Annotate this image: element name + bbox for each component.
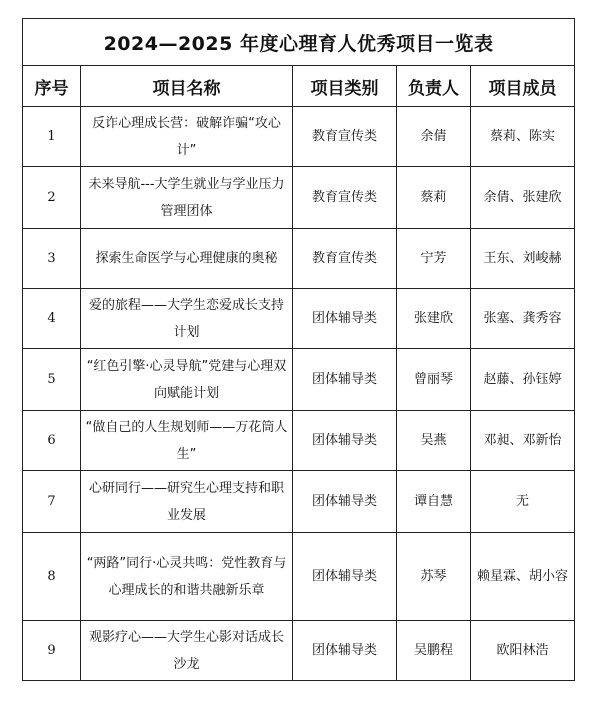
table-row bbox=[23, 349, 575, 411]
row-leader: 谭自慧 bbox=[397, 471, 471, 533]
row-category: 团体辅导类 bbox=[293, 471, 397, 533]
header-row bbox=[23, 66, 575, 107]
row-no: 2 bbox=[23, 167, 81, 229]
table-row bbox=[23, 167, 575, 229]
row-leader: 张建欣 bbox=[397, 289, 471, 349]
row-members: 欧阳林浩 bbox=[471, 621, 575, 681]
header-no: 序号 bbox=[23, 66, 81, 107]
row-members: 邓昶、邓新怡 bbox=[471, 411, 575, 471]
table-row bbox=[23, 471, 575, 533]
row-leader: 吴燕 bbox=[397, 411, 471, 471]
row-no: 6 bbox=[23, 411, 81, 471]
row-no: 5 bbox=[23, 349, 81, 411]
row-no: 9 bbox=[23, 621, 81, 681]
row-leader: 宁芳 bbox=[397, 229, 471, 289]
title-row bbox=[23, 19, 575, 66]
row-project-name: “做自己的人生规划师——万花筒人生” bbox=[81, 411, 293, 471]
project-table bbox=[22, 18, 575, 681]
row-members: 蔡莉、陈实 bbox=[471, 107, 575, 167]
row-project-name: 爱的旅程——大学生恋爱成长支持计划 bbox=[81, 289, 293, 349]
row-project-name: 心研同行——研究生心理支持和职业发展 bbox=[81, 471, 293, 533]
row-project-name: “红色引擎·心灵导航”党建与心理双向赋能计划 bbox=[81, 349, 293, 411]
row-members: 王东、刘峻赫 bbox=[471, 229, 575, 289]
row-leader: 余倩 bbox=[397, 107, 471, 167]
table-row bbox=[23, 289, 575, 349]
table-row bbox=[23, 229, 575, 289]
row-project-name: 探索生命医学与心理健康的奥秘 bbox=[81, 229, 293, 289]
header-project-name: 项目名称 bbox=[81, 66, 293, 107]
row-members: 无 bbox=[471, 471, 575, 533]
row-no: 4 bbox=[23, 289, 81, 349]
row-project-name: 反诈心理成长营：破解诈骗“攻心计” bbox=[81, 107, 293, 167]
row-members: 赵藤、孙钰婷 bbox=[471, 349, 575, 411]
table-row bbox=[23, 621, 575, 681]
table-title: 2024—2025 年度心理育人优秀项目一览表 bbox=[23, 19, 575, 66]
row-category: 教育宣传类 bbox=[293, 229, 397, 289]
row-members: 余倩、张建欣 bbox=[471, 167, 575, 229]
row-category: 团体辅导类 bbox=[293, 621, 397, 681]
row-leader: 吴鹏程 bbox=[397, 621, 471, 681]
table-row bbox=[23, 411, 575, 471]
row-leader: 苏琴 bbox=[397, 533, 471, 621]
row-leader: 曾丽琴 bbox=[397, 349, 471, 411]
row-category: 团体辅导类 bbox=[293, 533, 397, 621]
row-category: 团体辅导类 bbox=[293, 349, 397, 411]
row-no: 3 bbox=[23, 229, 81, 289]
header-members: 项目成员 bbox=[471, 66, 575, 107]
row-category: 教育宣传类 bbox=[293, 167, 397, 229]
row-category: 团体辅导类 bbox=[293, 289, 397, 349]
header-category: 项目类别 bbox=[293, 66, 397, 107]
row-no: 1 bbox=[23, 107, 81, 167]
row-project-name: 观影疗心——大学生心影对话成长沙龙 bbox=[81, 621, 293, 681]
row-project-name: “两路”同行·心灵共鸣：党性教育与心理成长的和谐共融新乐章 bbox=[81, 533, 293, 621]
row-category: 教育宣传类 bbox=[293, 107, 397, 167]
row-project-name: 未来导航---大学生就业与学业压力管理团体 bbox=[81, 167, 293, 229]
row-no: 7 bbox=[23, 471, 81, 533]
header-leader: 负责人 bbox=[397, 66, 471, 107]
row-no: 8 bbox=[23, 533, 81, 621]
row-members: 张塞、龚秀容 bbox=[471, 289, 575, 349]
table-row bbox=[23, 533, 575, 621]
row-category: 团体辅导类 bbox=[293, 411, 397, 471]
table-row bbox=[23, 107, 575, 167]
row-leader: 蔡莉 bbox=[397, 167, 471, 229]
row-members: 赖星霖、胡小容 bbox=[471, 533, 575, 621]
